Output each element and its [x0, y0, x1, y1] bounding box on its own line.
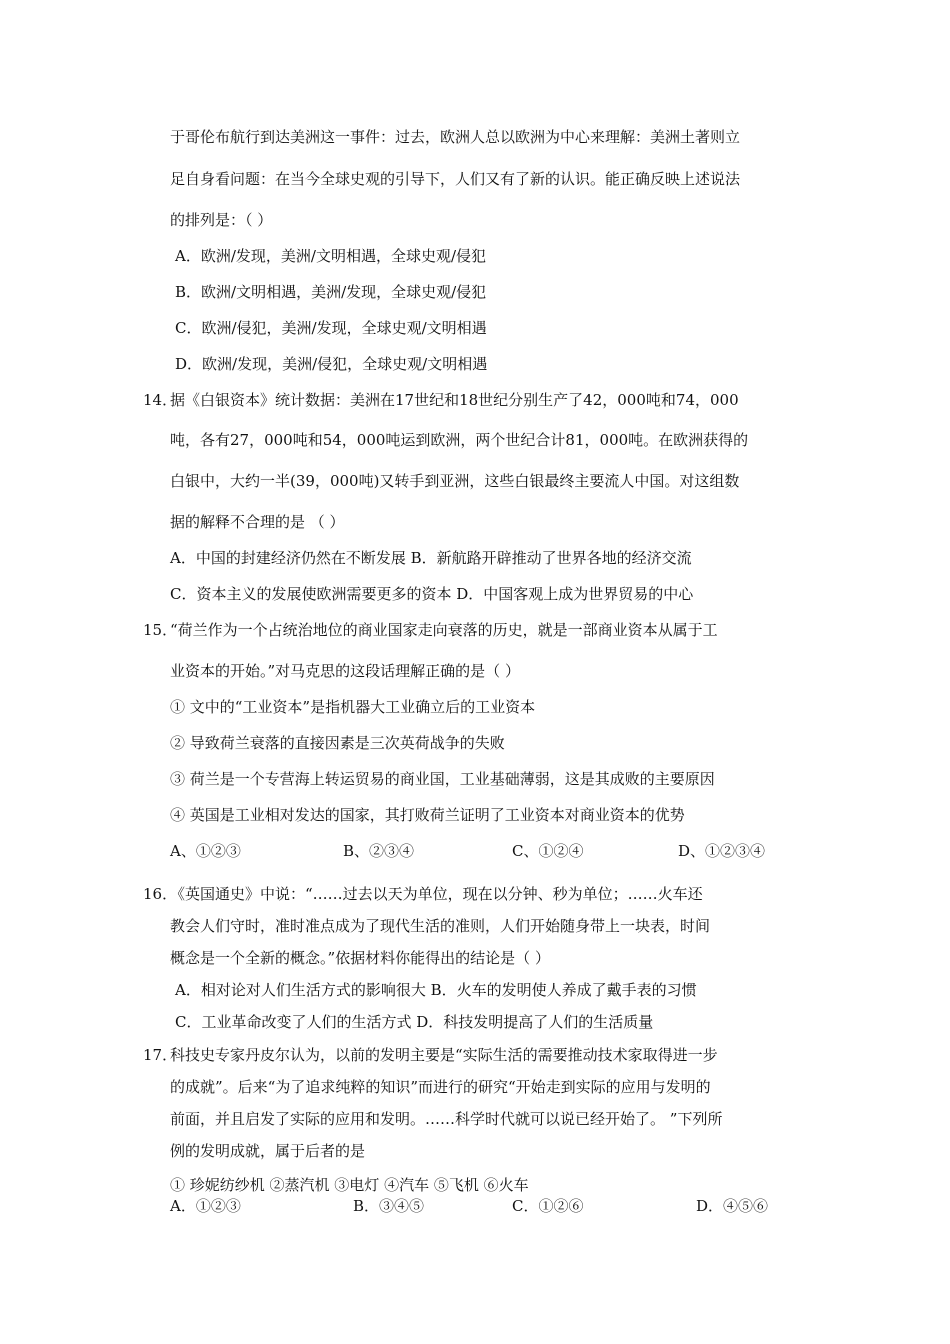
- q15-statement-2: ② 导致荷兰衰落的直接因素是三次英荷战争的失败: [170, 734, 505, 752]
- q15-line-1: “荷兰作为一个占统治地位的商业国家走向衰落的历史，就是一部商业资本从属于工: [170, 621, 718, 639]
- q14-options-cd: C．资本主义的发展使欧洲需要更多的资本 D．中国客观上成为世界贸易的中心: [170, 585, 694, 603]
- q17-option-c: C．①②⑥: [512, 1197, 584, 1215]
- q17-option-b: B．③④⑤: [353, 1197, 425, 1215]
- q14-line-1: 据《白银资本》统计数据：美洲在17世纪和18世纪分别生产了42，000吨和74，000: [170, 391, 739, 409]
- q13-option-d: D．欧洲/发现，美洲/侵犯，全球史观/文明相遇: [175, 355, 488, 373]
- q15-statement-3: ③ 荷兰是一个专营海上转运贸易的商业国，工业基础薄弱，这是其成败的主要原因: [170, 770, 715, 788]
- q15-number: 15．: [143, 621, 178, 639]
- q17-items: ① 珍妮纺纱机 ②蒸汽机 ③电灯 ④汽车 ⑤飞机 ⑥火车: [170, 1176, 529, 1194]
- q17-line-1: 科技史专家丹皮尔认为，以前的发明主要是“实际生活的需要推动技术家取得进一步: [170, 1046, 718, 1064]
- q15-statement-4: ④ 英国是工业相对发达的国家，其打败荷兰证明了工业资本对商业资本的优势: [170, 806, 685, 824]
- q16-number: 16．: [143, 885, 178, 903]
- q15-line-2: 业资本的开始。”对马克思的这段话理解正确的是（ ）: [170, 662, 520, 680]
- q13-line-3: 的排列是：（ ）: [170, 211, 273, 229]
- q13-option-b: B．欧洲/文明相遇，美洲/发现，全球史观/侵犯: [175, 283, 487, 301]
- q16-line-2: 教会人们守时，准时准点成为了现代生活的准则，人们开始随身带上一块表，时间: [170, 917, 711, 935]
- q14-options-ab: A．中国的封建经济仍然在不断发展 B．新航路开辟推动了世界各地的经济交流: [170, 549, 692, 567]
- q17-option-d: D．④⑤⑥: [696, 1197, 769, 1215]
- q16-options-ab: A．相对论对人们生活方式的影响很大 B．火车的发明使人养成了戴手表的习惯: [175, 981, 697, 999]
- q14-number: 14．: [143, 391, 178, 409]
- q15-statement-1: ① 文中的“工业资本”是指机器大工业确立后的工业资本: [170, 698, 536, 716]
- q17-line-3: 前面，并且启发了实际的应用和发明。……科学时代就可以说已经开始了。 ”下列所: [170, 1110, 723, 1128]
- q14-line-3: 白银中，大约一半(39，000吨)又转手到亚洲，这些白银最终主要流人中国。对这组数: [170, 472, 740, 490]
- q13-option-a: A．欧洲/发现，美洲/文明相遇，全球史观/侵犯: [175, 247, 486, 265]
- q13-line-2: 足自身看问题：在当今全球史观的引导下，人们又有了新的认识。能正确反映上述说法: [170, 170, 741, 188]
- q15-option-a: A、①②③: [170, 842, 241, 860]
- q16-options-cd: C．工业革命改变了人们的生活方式 D．科技发明提高了人们的生活质量: [175, 1013, 654, 1031]
- q14-line-2: 吨，各有27，000吨和54，000吨运到欧洲，两个世纪合计81，000吨。在欧洲获得的: [170, 431, 749, 449]
- q17-line-4: 例的发明成就，属于后者的是: [170, 1142, 366, 1160]
- q17-option-a: A．①②③: [170, 1197, 241, 1215]
- q13-line-1: 于哥伦布航行到达美洲这一事件：过去，欧洲人总以欧洲为中心来理解：美洲土著则立: [170, 128, 741, 146]
- q13-option-c: C．欧洲/侵犯，美洲/发现，全球史观/文明相遇: [175, 319, 487, 337]
- q15-option-d: D、①②③④: [678, 842, 766, 860]
- q17-number: 17．: [143, 1046, 178, 1064]
- q16-line-1: 《英国通史》中说：“……过去以天为单位，现在以分钟、秒为单位；……火车还: [170, 885, 703, 903]
- q17-line-2: 的成就”。后来“为了追求纯粹的知识”而进行的研究“开始走到实际的应用与发明的: [170, 1078, 711, 1096]
- q15-option-b: B、②③④: [343, 842, 415, 860]
- q14-line-4: 据的解释不合理的是 （ ）: [170, 513, 345, 531]
- q15-option-c: C、①②④: [512, 842, 584, 860]
- q16-line-3: 概念是一个全新的概念。”依据材料你能得出的结论是（ ）: [170, 949, 550, 967]
